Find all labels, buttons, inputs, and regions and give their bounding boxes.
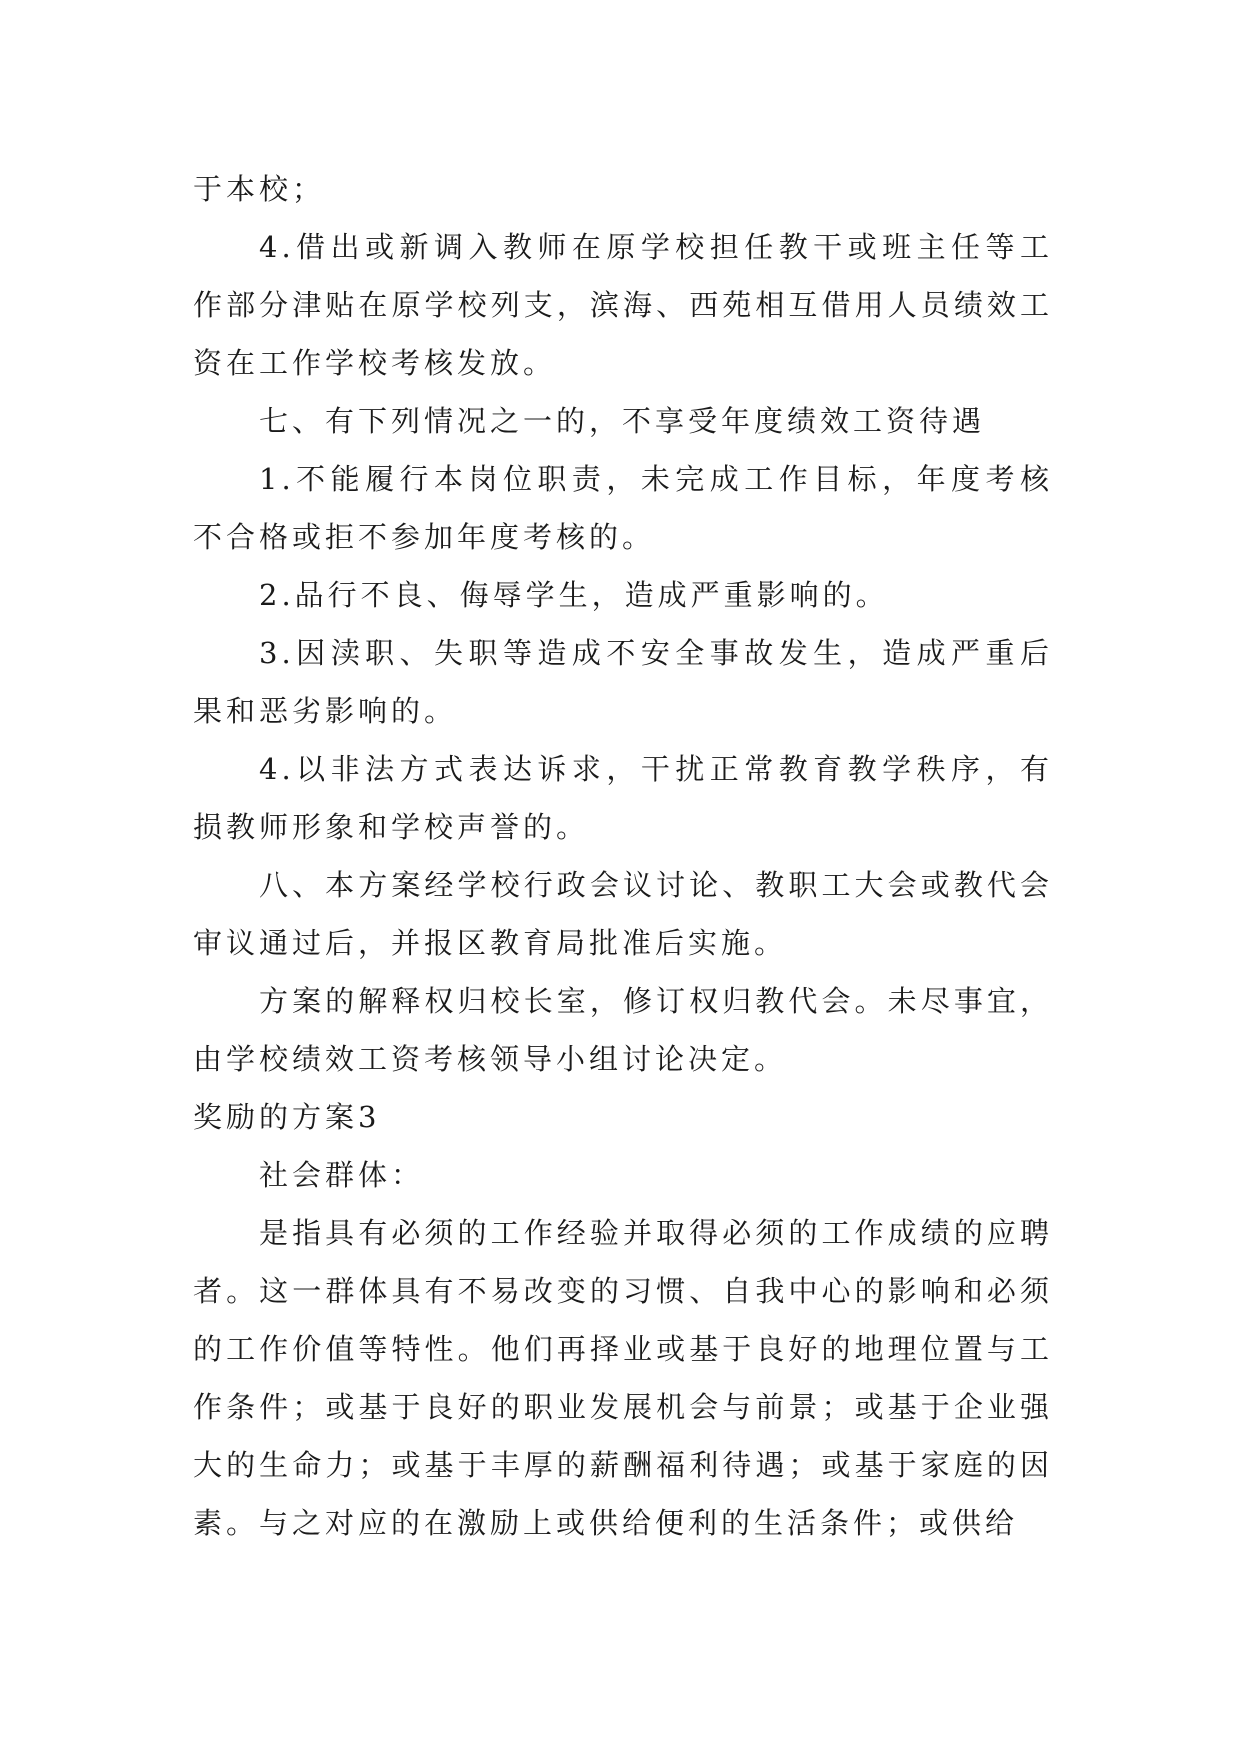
paragraph-continuation: 于本校； xyxy=(193,172,326,206)
document-body xyxy=(193,160,1053,1552)
paragraph-item-4: 4.以非法方式表达诉求，干扰正常教育教学秩序，有损教师形象和学校声誉的。 xyxy=(193,752,1053,844)
paragraph-interpretation: 方案的解释权归校长室，修订权归教代会。未尽事宜，由学校绩效工资考核领导小组讨论决定。 xyxy=(193,984,1053,1076)
document-subtitle: 奖励的方案3 xyxy=(193,1100,381,1134)
paragraph-social-group-label: 社会群体： xyxy=(259,1158,425,1192)
paragraph-item-4-borrowed-teachers: 4.借出或新调入教师在原学校担任教干或班主任等工作部分津贴在原学校列支，滨海、西苑相互借用人员绩效工资在工作学校考核发放。 xyxy=(193,230,1053,380)
section-heading-eight: 八、本方案经学校行政会议讨论、教职工大会或教代会审议通过后，并报区教育局批准后实施。 xyxy=(193,868,1053,960)
paragraph-item-2: 2.品行不良、侮辱学生，造成严重影响的。 xyxy=(259,578,889,612)
section-heading-seven: 七、有下列情况之一的，不享受年度绩效工资待遇 xyxy=(259,404,986,438)
paragraph-social-group-body: 是指具有必须的工作经验并取得必须的工作成绩的应聘者。这一群体具有不易改变的习惯、自我中心的影响和必须的工作价值等特性。他们再择业或基于良好的地理位置与工作条件；或基于良好的职业发展机会与前景；或基于企业强大的生命力；或基于丰厚的薪酬福利待遇；或基于家庭的因素。与之对应的在激励上或供给便利的生活条件；或供给 xyxy=(193,1216,1053,1540)
paragraph-item-1: 1.不能履行本岗位职责，未完成工作目标，年度考核不合格或拒不参加年度考核的。 xyxy=(193,462,1053,554)
paragraph-item-3: 3.因渎职、失职等造成不安全事故发生，造成严重后果和恶劣影响的。 xyxy=(193,636,1053,728)
